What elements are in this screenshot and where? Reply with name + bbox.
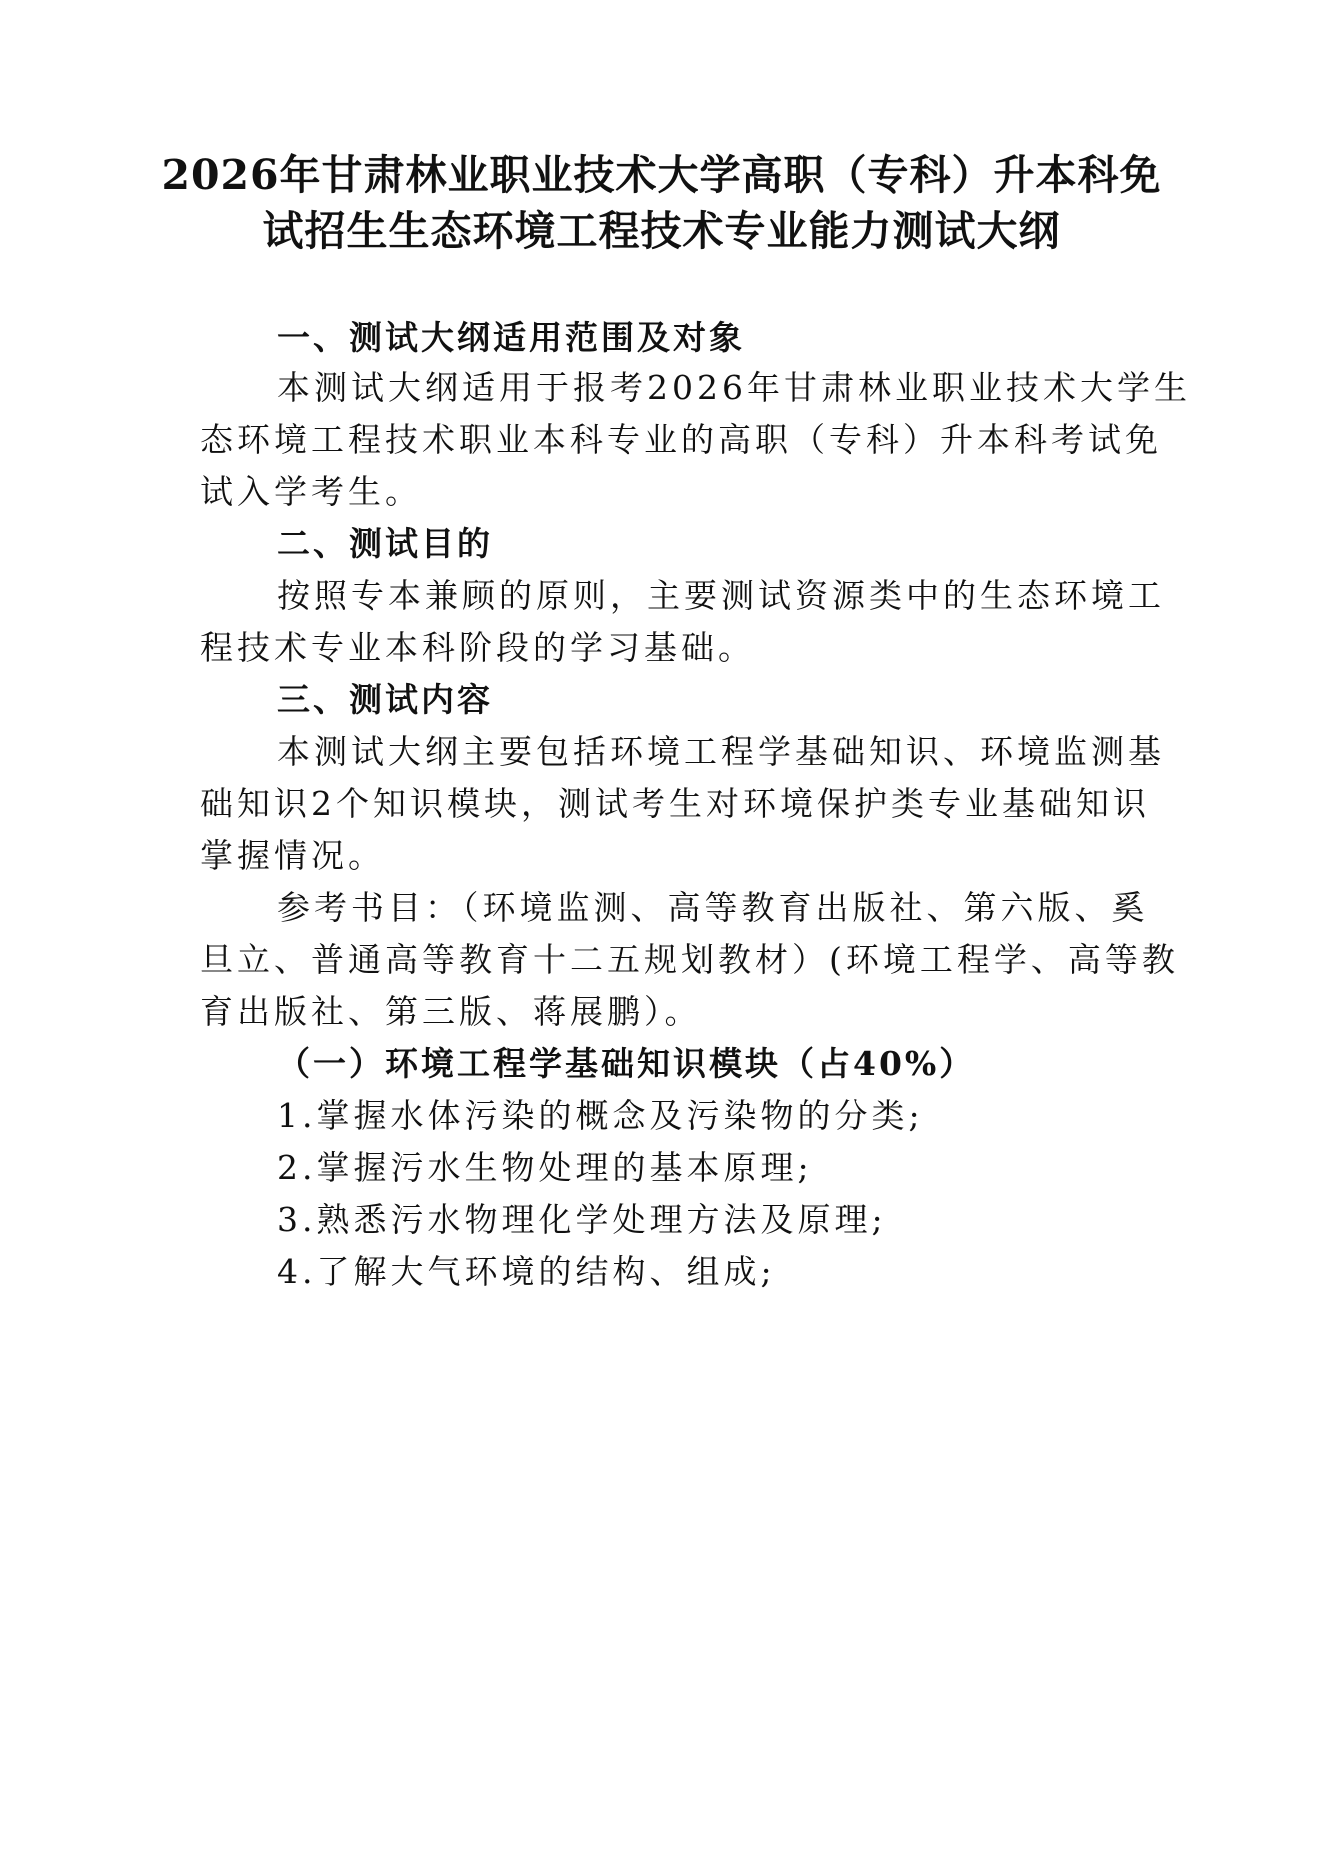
document-title-line-1: 2026年甘肃林业职业技术大学高职（专科）升本科免 <box>161 151 1162 199</box>
paragraph-line: 掌握情况。 <box>200 836 385 875</box>
paragraph-line: 程技术专业本科阶段的学习基础。 <box>200 628 755 667</box>
paragraph-line: 试入学考生。 <box>200 472 422 511</box>
paragraph-line: 参考书目：（环境监测、高等教育出版社、第六版、奚 <box>277 888 1149 927</box>
module-heading-environmental-engineering: （一）环境工程学基础知识模块（占40%） <box>277 1044 976 1083</box>
paragraph-line: 础知识2个知识模块，测试考生对环境保护类专业基础知识 <box>200 784 1150 823</box>
document-title-line-2: 试招生生态环境工程技术专业能力测试大纲 <box>262 207 1061 255</box>
paragraph-line: 本测试大纲主要包括环境工程学基础知识、环境监测基 <box>277 732 1165 771</box>
section-heading-purpose: 二、测试目的 <box>277 524 493 563</box>
paragraph-line: 态环境工程技术职业本科专业的高职（专科）升本科考试免 <box>200 420 1162 459</box>
paragraph-line: 旦立、普通高等教育十二五规划教材）(环境工程学、高等教 <box>200 940 1179 979</box>
paragraph-line: 本测试大纲适用于报考2026年甘肃林业职业技术大学生 <box>277 368 1191 407</box>
section-heading-content: 三、测试内容 <box>277 680 493 719</box>
paragraph-line: 按照专本兼顾的原则，主要测试资源类中的生态环境工 <box>277 576 1165 615</box>
paragraph-line: 育出版社、第三版、蒋展鹏）。 <box>200 992 702 1031</box>
list-item: 1.掌握水体污染的概念及污染物的分类; <box>277 1096 924 1135</box>
section-heading-scope: 一、测试大纲适用范围及对象 <box>277 318 745 357</box>
list-item: 4.了解大气环境的结构、组成; <box>277 1252 776 1291</box>
list-item: 2.掌握污水生物处理的基本原理; <box>277 1148 813 1187</box>
list-item: 3.熟悉污水物理化学处理方法及原理; <box>277 1200 887 1239</box>
